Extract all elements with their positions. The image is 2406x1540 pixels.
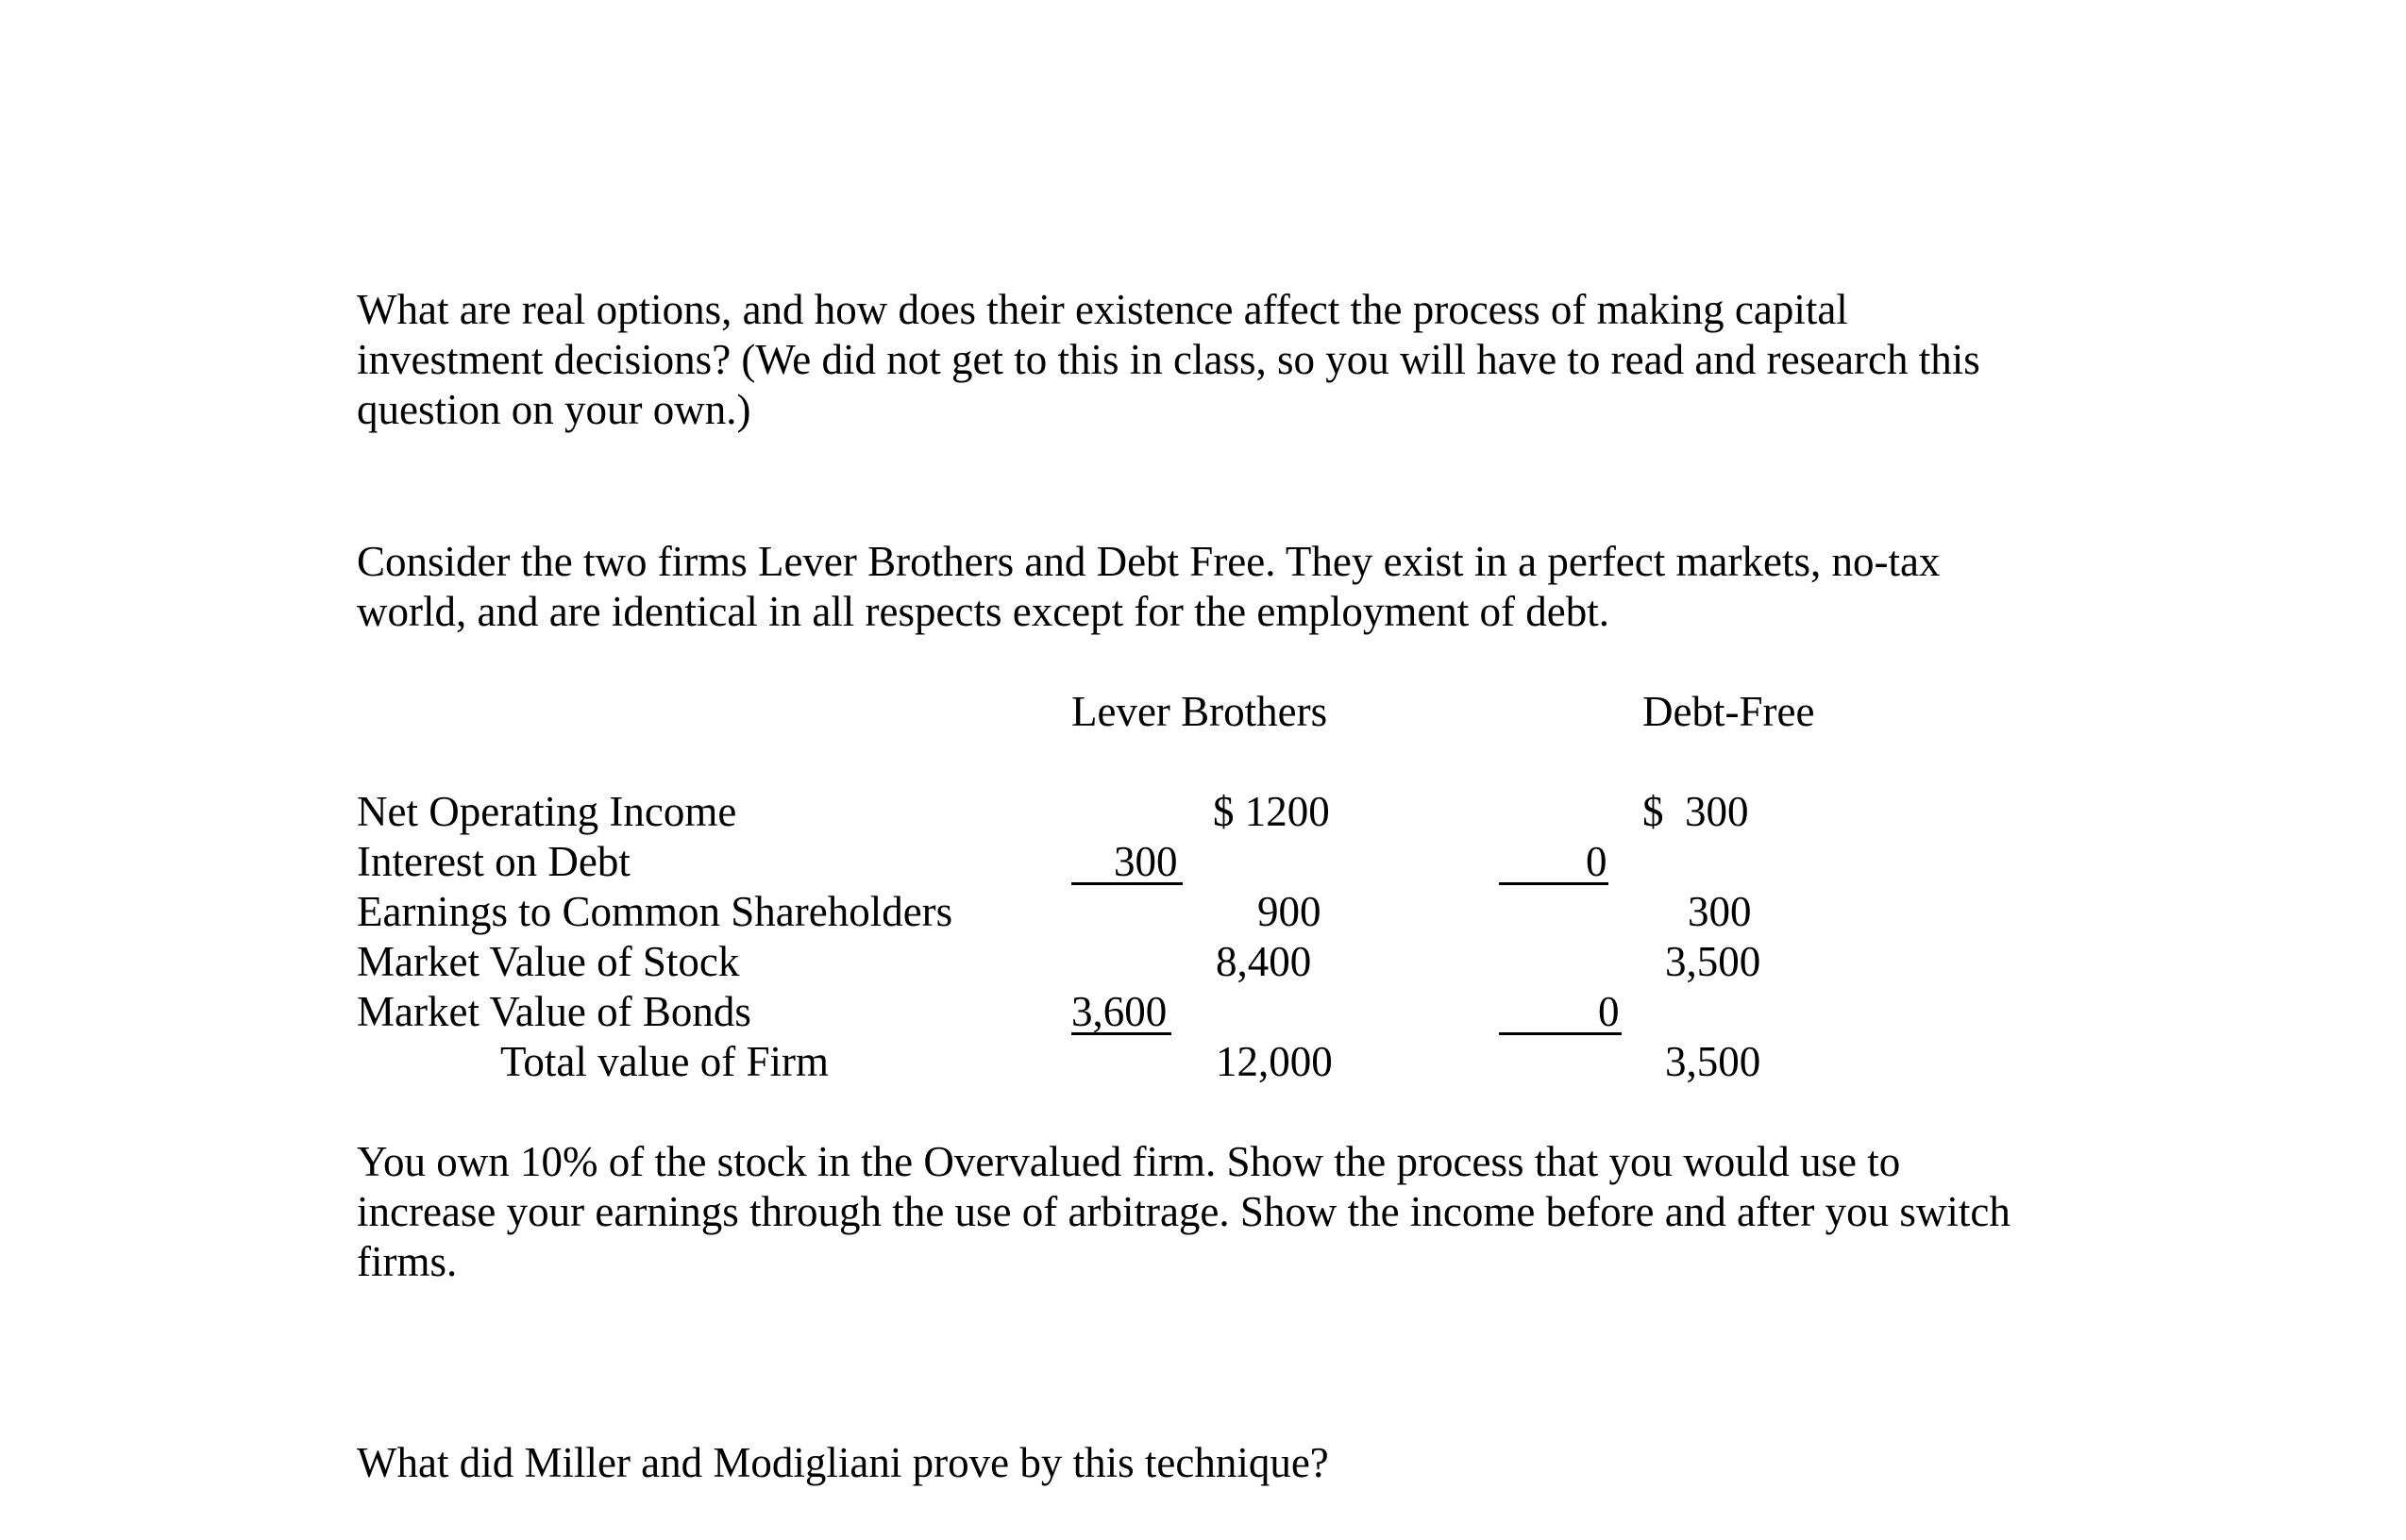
header-debt-free: Debt-Free [1642,688,1815,735]
paragraph-line: investment decisions? (We did not get to this in class, so you will have to read and research this [357,336,1980,383]
lever-interest-value: 300 [1114,838,1178,885]
lever-earnings-value: 900 [1257,888,1321,935]
row-label-market-value-of-stock: Market Value of Stock [357,938,740,985]
row-label-market-value-of-bonds: Market Value of Bonds [357,988,751,1035]
real-options-paragraph [357,285,2103,435]
paragraph-line: What are real options, and how does their existence affect the process of making capital [357,286,1848,333]
debt-free-total-value: 3,500 [1665,1038,1761,1085]
paragraph-line: increase your earnings through the use of arbitrage. Show the income before and after you switch [357,1188,2011,1235]
lever-stock-value: 8,400 [1216,938,1312,985]
debt-free-noi-value: $ 300 [1642,788,1749,835]
arbitrage-paragraph [357,1137,2103,1287]
lever-total-value: 12,000 [1216,1038,1333,1085]
debt-free-stock-value: 3,500 [1665,938,1761,985]
debt-free-interest-underline [1499,882,1608,885]
paragraph-line: question on your own.) [357,386,751,433]
lever-bonds-underline [1071,1032,1171,1035]
row-label-interest-on-debt: Interest on Debt [357,838,631,885]
debt-free-bonds-underline [1499,1032,1622,1035]
paragraph-line: You own 10% of the stock in the Overvalued firm. Show the process that you would use to [357,1138,1901,1185]
lever-interest-underline [1071,882,1183,885]
debt-free-earnings-value: 300 [1688,888,1752,935]
lever-noi-value: $ 1200 [1213,788,1330,835]
lever-bonds-value: 3,600 [1071,988,1168,1035]
paragraph-line: world, and are identical in all respects except for the employment of debt. [357,588,1610,635]
paragraph-line: Consider the two firms Lever Brothers and Debt Free. They exist in a perfect markets, no-tax [357,538,1941,585]
consider-paragraph [357,537,2103,637]
debt-free-interest-value: 0 [1586,838,1607,885]
mm-question-paragraph [357,1438,2103,1488]
paragraph-line: firms. [357,1238,458,1285]
row-label-total-value-of-firm: Total value of Firm [500,1038,830,1085]
row-label-net-operating-income: Net Operating Income [357,788,737,835]
row-label-earnings-to-common-shareholders: Earnings to Common Shareholders [357,888,953,935]
paragraph-line: What did Miller and Modigliani prove by this technique? [357,1439,1329,1486]
debt-free-bonds-value: 0 [1598,988,1620,1035]
header-lever-brothers: Lever Brothers [1071,688,1328,735]
